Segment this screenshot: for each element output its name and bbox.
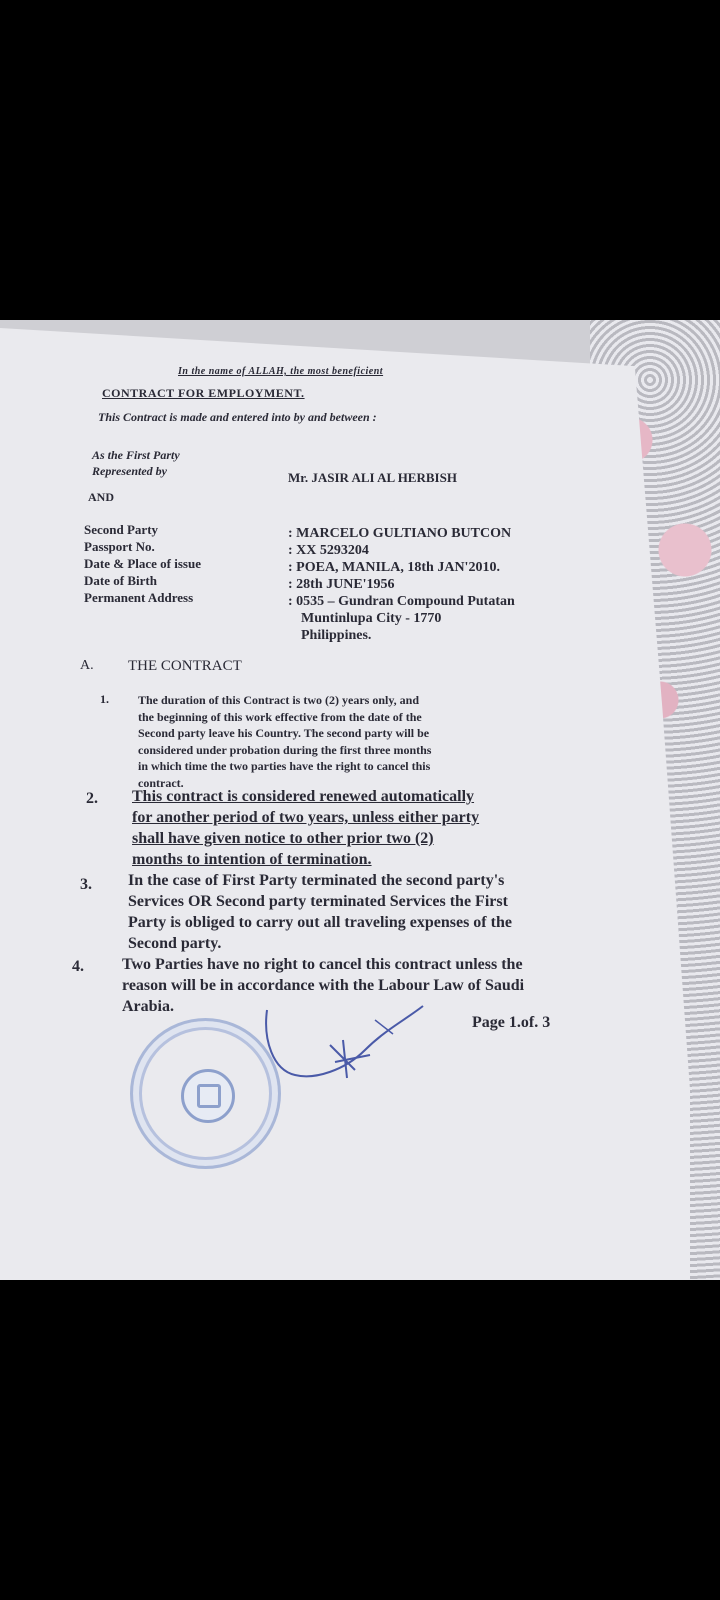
clause-2-number: 2. xyxy=(86,790,98,807)
and-label: AND xyxy=(88,490,114,504)
value-passport: : XX 5293204 xyxy=(288,543,369,558)
value-permanent-address: : 0535 – Gundran Compound Putatan xyxy=(288,594,515,609)
clause-3-number: 3. xyxy=(80,876,92,893)
label-date-of-birth: Date of Birth xyxy=(84,573,157,588)
value-date-of-birth: : 28th JUNE'1956 xyxy=(288,577,395,592)
signature-mark xyxy=(255,1000,445,1090)
clause-1-line: The duration of this Contract is two (2) years only, and xyxy=(138,693,420,707)
clause-4-line: Arabia. xyxy=(122,998,174,1015)
document-photo xyxy=(0,320,720,1280)
first-party-label: As the First Party xyxy=(92,448,180,462)
first-party-value: Mr. JASIR ALI AL HERBISH xyxy=(288,470,457,485)
bismillah-header: In the name of ALLAH, the most beneficient xyxy=(178,366,384,377)
clause-2-line: shall have given notice to other prior two (2) xyxy=(132,830,434,847)
page-number: Page 1.of. 3 xyxy=(472,1014,551,1031)
section-title: THE CONTRACT xyxy=(128,658,242,674)
clause-3-text xyxy=(128,870,512,954)
clause-4-number: 4. xyxy=(72,958,84,975)
clause-1-text xyxy=(138,692,431,791)
value-date-place-issue: : POEA, MANILA, 18th JAN'2010. xyxy=(288,560,500,575)
clause-1-line: in which time the two parties have the right to cancel this xyxy=(138,759,431,773)
clause-2-line: for another period of two years, unless either party xyxy=(132,809,480,826)
second-party-labels xyxy=(84,521,201,606)
clause-3-line: Services OR Second party terminated Services the First xyxy=(128,893,508,910)
clause-3-line: In the case of First Party terminated the second party's xyxy=(128,872,505,889)
clause-2-line: months to intention of termination. xyxy=(132,851,372,868)
section-letter: A. xyxy=(80,658,94,673)
clause-2-line: This contract is considered renewed automatically xyxy=(132,788,475,805)
clause-4-line: Two Parties have no right to cancel this contract unless the xyxy=(122,956,523,973)
clause-1-line: considered under probation during the first three months xyxy=(138,742,432,757)
seal-emblem-icon xyxy=(181,1069,235,1123)
label-permanent-address: Permanent Address xyxy=(84,590,194,605)
clause-4-line: reason will be in accordance with the Labour Law of Saudi xyxy=(122,977,525,994)
clause-1-line: contract. xyxy=(138,775,184,790)
label-passport: Passport No. xyxy=(84,539,155,554)
contract-title: CONTRACT FOR EMPLOYMENT. xyxy=(102,386,305,400)
address-line-3: Philippines. xyxy=(301,628,372,643)
second-party-values xyxy=(288,525,515,644)
label-second-party: Second Party xyxy=(84,522,159,537)
value-second-party: : MARCELO GULTIANO BUTCON xyxy=(288,526,512,541)
clause-2-text xyxy=(132,786,479,870)
clause-1-line: the beginning of this work effective from the date of the xyxy=(138,709,422,724)
contract-intro: This Contract is made and entered into by and between : xyxy=(98,410,377,424)
clause-3-line: Party is obliged to carry out all traveling expenses of the xyxy=(128,914,512,931)
clause-1-number: 1. xyxy=(100,692,109,706)
contract-document xyxy=(0,320,720,1280)
clause-3-line: Second party. xyxy=(128,935,222,952)
represented-by-label: Represented by xyxy=(92,464,167,478)
label-date-place-issue: Date & Place of issue xyxy=(84,556,201,571)
address-line-2: Muntinlupa City - 1770 xyxy=(301,611,442,626)
clause-1-line: Second party leave his Country. The second party will be xyxy=(138,726,430,740)
